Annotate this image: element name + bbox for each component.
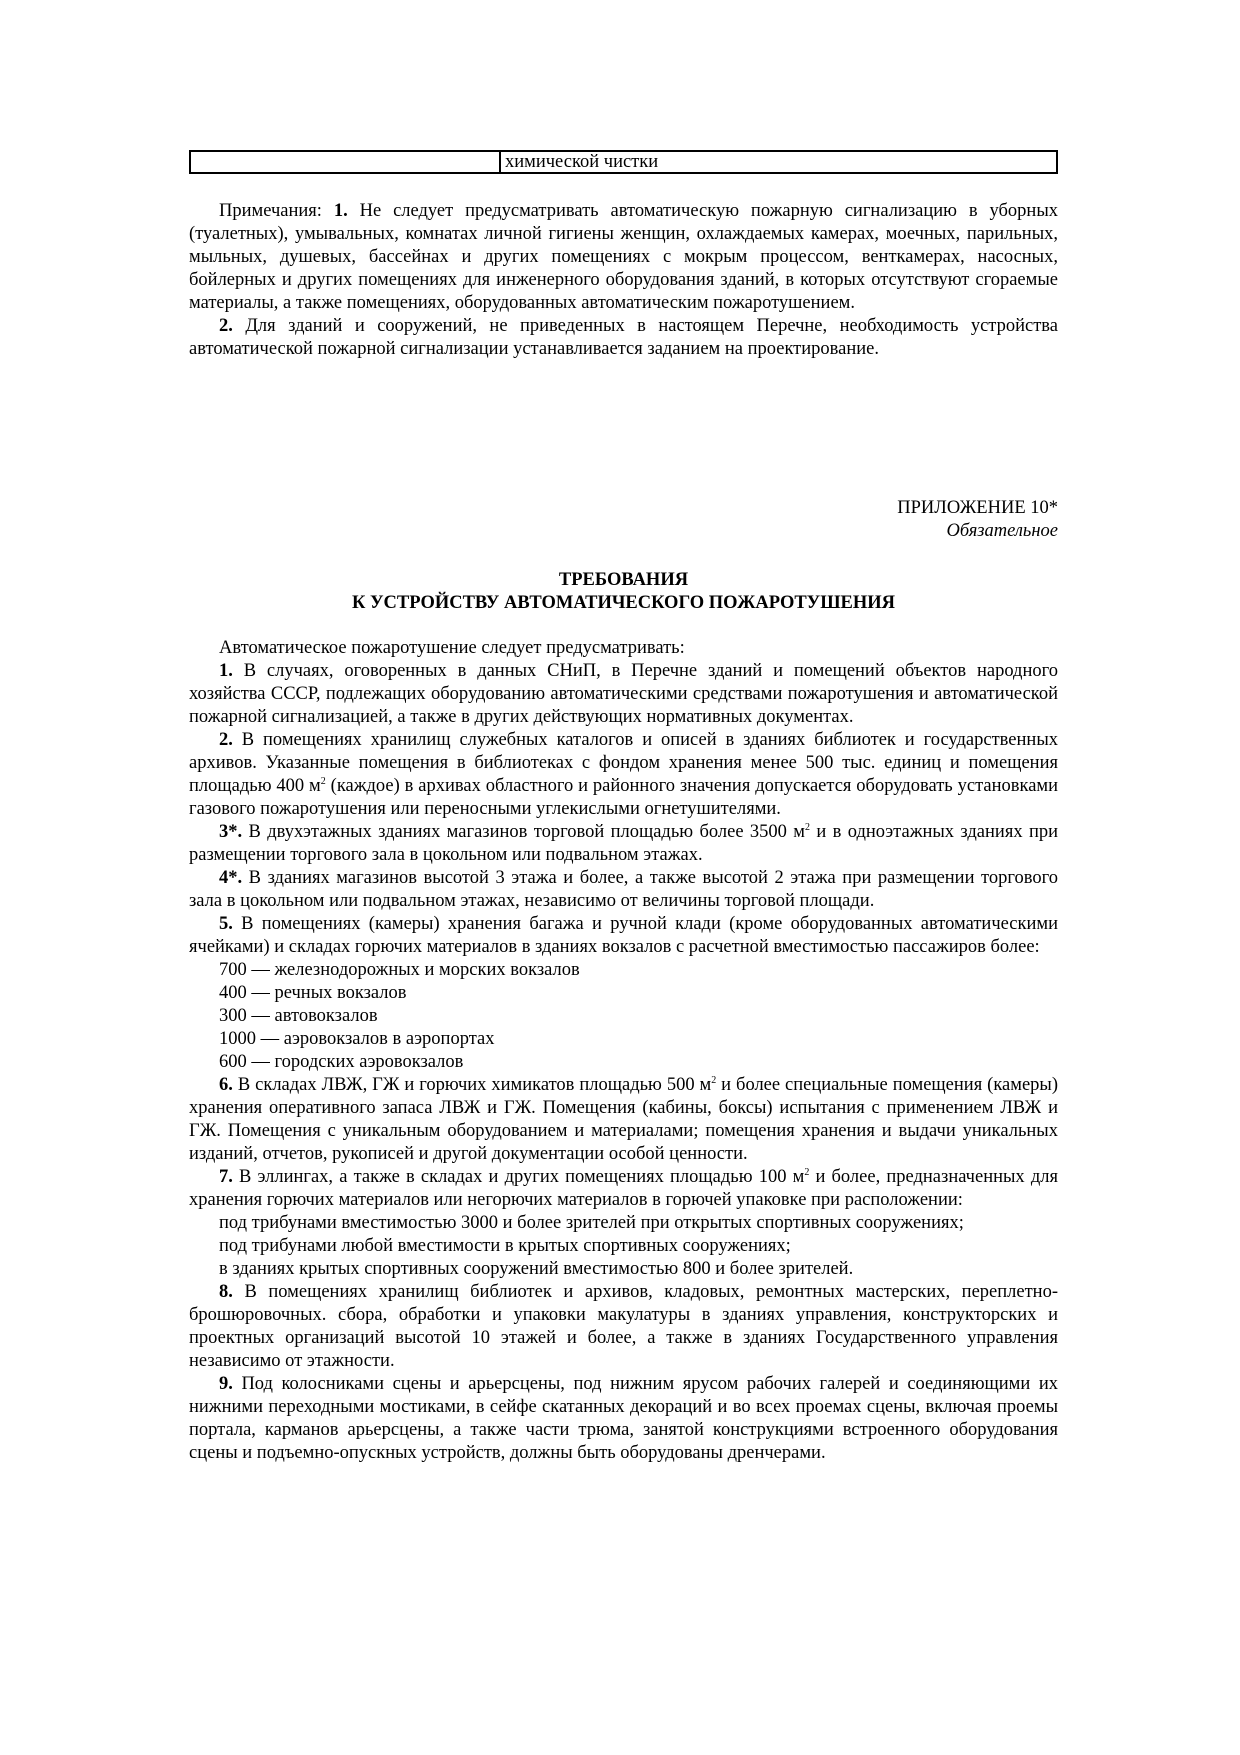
item-6-number: 6. bbox=[219, 1075, 233, 1095]
item-7-superscript: 2 bbox=[804, 1166, 810, 1178]
requirements-body bbox=[189, 637, 1058, 1465]
item-2-text-b: (каждое) в архивах областного и районного значения допускается оборудовать установками газового пожаротушения или переносными углекислыми огнетушителями. bbox=[189, 776, 1059, 819]
item-7-text-b: и более, предназначенных для хранения горючих материалов или негорючих материалов в горючей упаковке при расположении: bbox=[189, 1167, 1058, 1210]
list-item: 700 — железнодорожных и морских вокзалов bbox=[219, 960, 580, 980]
item-9-text: Под колосниками сцены и арьерсцены, под нижним ярусом рабочих галерей и соединяющими их нижними переходными мостиками, в сейфе скатанных декораций и во всех проемах сцены, включая проемы портала, карманов арьерсцены, а также части трюма, занятой конструкциями встроенного оборудования сцены и подъемно-опускных устройств, должны быть оборудованы дренчерами. bbox=[189, 1374, 1058, 1463]
appendix-header bbox=[189, 497, 1058, 543]
item-6-text-a: В складах ЛВЖ, ГЖ и горючих химикатов площадью 500 м bbox=[232, 1075, 712, 1095]
item-4-number: 4*. bbox=[219, 868, 243, 888]
list-item: 1000 — аэровокзалов в аэропортах bbox=[219, 1029, 495, 1049]
table-row bbox=[190, 151, 1057, 173]
appendix-status: Обязательное bbox=[946, 521, 1058, 541]
item-3-text-b: и в одноэтажных зданиях при размещении торгового зала в цокольном или подвальном этажах. bbox=[189, 822, 1058, 865]
item-7-text-a: В эллингах, а также в складах и других помещениях площадью 100 м bbox=[232, 1167, 805, 1187]
item-8-number: 8. bbox=[219, 1282, 233, 1302]
list-item: 300 — автовокзалов bbox=[219, 1006, 378, 1026]
section-heading bbox=[189, 569, 1058, 615]
item-6-superscript: 2 bbox=[711, 1074, 717, 1086]
item-4-text: В зданиях магазинов высотой 3 этажа и более, а также высотой 2 этажа при размещении торгового зала в цокольном или подвальном этажах, независимо от величины торговой площади. bbox=[189, 868, 1058, 911]
item-7-number: 7. bbox=[219, 1167, 233, 1187]
item-3 bbox=[189, 821, 1058, 867]
table-fragment bbox=[189, 150, 1058, 174]
item-2-superscript: 2 bbox=[320, 775, 326, 787]
table-cell-left bbox=[190, 151, 500, 173]
item-8 bbox=[189, 1281, 1058, 1373]
item-8-text: В помещениях хранилищ библиотек и архивов, кладовых, ремонтных мастерских, переплетно-брошюровочных. сбора, обработки и упаковки макулатуры в зданиях управления, конструкторских и проектных организаций высотой 10 этажей и более, а также в зданиях Государственного управления независимо от этажности. bbox=[189, 1282, 1058, 1371]
heading-line-2: К УСТРОЙСТВУ АВТОМАТИЧЕСКОГО ПОЖАРОТУШЕНИЯ bbox=[351, 593, 896, 613]
table-cell-right: химической чистки bbox=[500, 151, 1057, 173]
item-5-text: В помещениях (камеры) хранения багажа и ручной клади (кроме оборудованных автоматическими ячейками) и складах горючих материалов в зданиях вокзалов с расчетной вместимостью пассажиров более: bbox=[189, 914, 1058, 957]
item-4 bbox=[189, 867, 1058, 913]
note-2-number: 2. bbox=[219, 316, 233, 336]
item-1-text: В случаях, оговоренных в данных СНиП, в Перечне зданий и помещений объектов народного хозяйства СССР, подлежащих оборудованию автоматическими средствами пожаротушения и автоматической пожарной сигнализацией, а также в других действующих нормативных документах. bbox=[189, 661, 1058, 727]
list-item: в зданиях крытых спортивных сооружений вместимостью 800 и более зрителей. bbox=[219, 1259, 854, 1279]
notes-section bbox=[189, 200, 1058, 361]
item-3-text-a: В двухэтажных зданиях магазинов торговой площадью более 3500 м bbox=[242, 822, 805, 842]
heading-line-1: ТРЕБОВАНИЯ bbox=[558, 570, 689, 590]
item-2-number: 2. bbox=[219, 730, 233, 750]
list-item: 600 — городских аэровокзалов bbox=[219, 1052, 464, 1072]
item-5 bbox=[189, 913, 1058, 959]
item-6 bbox=[189, 1074, 1058, 1166]
item-1-number: 1. bbox=[219, 661, 233, 681]
list-item: 400 — речных вокзалов bbox=[219, 983, 407, 1003]
item-1 bbox=[189, 660, 1058, 729]
item-9 bbox=[189, 1373, 1058, 1465]
note-1 bbox=[189, 200, 1058, 315]
list-item: под трибунами любой вместимости в крытых спортивных сооружениях; bbox=[219, 1236, 791, 1256]
item-7 bbox=[189, 1166, 1058, 1212]
intro-paragraph: Автоматическое пожаротушение следует предусматривать: bbox=[219, 638, 685, 658]
item-6-text-b: и более специальные помещения (камеры) хранения оперативного запаса ЛВЖ и ГЖ. Помещения (кабины, боксы) испытания с применением ЛВЖ и ГЖ. Помещения с уникальным оборудованием и материалами; помещения хранения и выдачи уникальных изданий, отчетов, рукописей и другой документации особой ценности. bbox=[189, 1075, 1058, 1164]
item-5-number: 5. bbox=[219, 914, 233, 934]
note-1-text: Не следует предусматривать автоматическую пожарную сигнализацию в уборных (туалетных), умывальных, комнатах личной гигиены женщин, охлаждаемых камерах, моечных, парильных, мыльных, душевых, бассейнах и других помещениях с мокрым процессом, венткамерах, насосных, бойлерных и других помещениях для инженерного оборудования зданий, в которых отсутствуют сгораемые материалы, а также помещениях, оборудованных автоматическим пожаротушением. bbox=[189, 201, 1058, 313]
note-2 bbox=[189, 315, 1058, 361]
note-2-text: Для зданий и сооружений, не приведенных в настоящем Перечне, необходимость устройства автоматической пожарной сигнализации устанавливается заданием на проектирование. bbox=[189, 316, 1058, 359]
appendix-title: ПРИЛОЖЕНИЕ 10* bbox=[897, 498, 1058, 518]
note-prefix: Примечания: bbox=[219, 201, 334, 221]
item-2 bbox=[189, 729, 1058, 821]
item-3-number: 3*. bbox=[219, 822, 243, 842]
item-9-number: 9. bbox=[219, 1374, 233, 1394]
item-2-text-a: В помещениях хранилищ служебных каталогов и описей в зданиях библиотек и государственных архивов. Указанные помещения в библиотеках с фондом хранения менее 500 тыс. единиц и помещения площадью 400 м bbox=[189, 730, 1058, 796]
item-3-superscript: 2 bbox=[804, 821, 810, 833]
list-item: под трибунами вместимостью 3000 и более зрителей при открытых спортивных сооружениях; bbox=[219, 1213, 964, 1233]
note-1-number: 1. bbox=[333, 201, 348, 221]
